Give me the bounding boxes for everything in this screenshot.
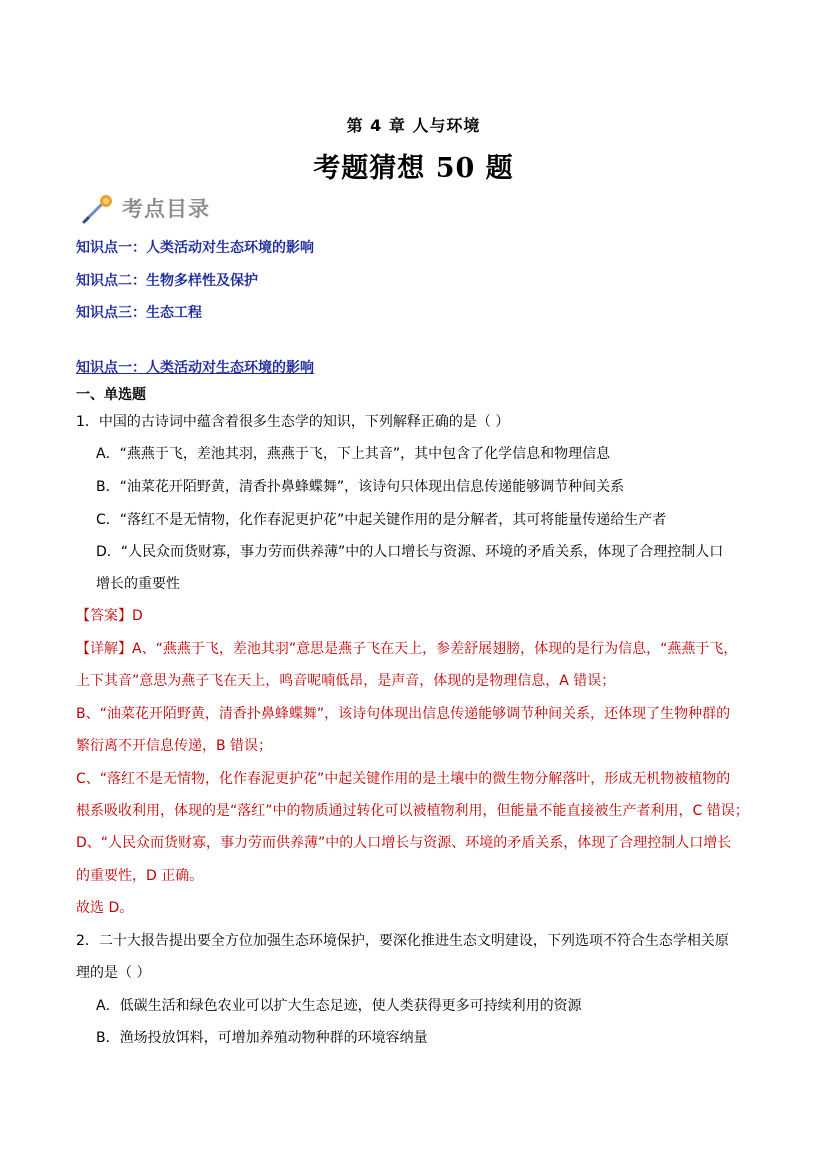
explanation-line: 上下其音”意思为燕子飞在天上，鸣音呢喃低昂，是声音，体现的是物理信息，A 错误； xyxy=(76,673,616,689)
page-title: 考题猜想 50 题 xyxy=(313,153,514,184)
explanation-line: C、“落红不是无情物，化作春泥更护花”中起关键作用的是土壤中的微生物分解落叶，形成无机物被植物的 xyxy=(76,771,731,787)
question-type: 一、单选题 xyxy=(76,387,146,403)
option-d: D．“人民众而货财寡，事力劳而供养薄”中的人口增长与资源、环境的矛盾关系，体现了合理控制人口 xyxy=(96,544,724,560)
toc-header xyxy=(80,192,210,224)
explanation-line: 【详解】A、“燕燕于飞，差池其羽”意思是燕子飞在天上，参差舒展翅膀，体现的是行为信息，“燕燕于飞， xyxy=(76,641,738,657)
section-title-link[interactable]: 知识点一：人类活动对生态环境的影响 xyxy=(76,360,314,376)
option-d-continued: 增长的重要性 xyxy=(96,576,180,592)
chapter-heading: 第 4 章 人与环境 xyxy=(346,116,481,135)
toc-item[interactable]: 知识点二：生物多样性及保护 xyxy=(76,273,258,289)
option-b: B．渔场投放饵料，可增加养殖动物种群的环境容纳量 xyxy=(96,1030,428,1046)
toc-item[interactable]: 知识点三：生态工程 xyxy=(76,305,202,321)
question-stem-continued: 理的是（ ） xyxy=(76,965,151,981)
answer-label: 【答案】 xyxy=(76,608,132,624)
question-stem: 1．中国的古诗词中蕴含着很多生态学的知识，下列解释正确的是（ ） xyxy=(76,414,510,430)
toc-item[interactable]: 知识点一：人类活动对生态环境的影响 xyxy=(76,240,314,256)
answer-line xyxy=(76,605,143,625)
option-b: B．“油菜花开陌野黄，清香扑鼻蜂蝶舞”，该诗句只体现出信息传递能够调节种间关系 xyxy=(96,479,625,495)
answer-value: D xyxy=(132,608,143,624)
explanation-line: B、“油菜花开陌野黄，清香扑鼻蜂蝶舞”，该诗句体现出信息传递能够调节种间关系，还体现了生物种群的 xyxy=(76,706,731,722)
option-c: C．“落红不是无情物，化作春泥更护花”中起关键作用的是分解者，其可将能量传递给生产者 xyxy=(96,512,667,528)
explanation-line: 的重要性，D 正确。 xyxy=(76,868,204,884)
explanation-line: 繁衍离不开信息传递，B 错误； xyxy=(76,738,273,754)
explanation-line: 故选 D。 xyxy=(76,900,134,916)
explanation-line: D、“人民众而货财寡，事力劳而供养薄”中的人口增长与资源、环境的矛盾关系，体现了合理控制人口增长 xyxy=(76,835,732,851)
pen-magnifier-icon xyxy=(80,192,118,224)
explanation-line: 根系吸收利用，体现的是“落红”中的物质通过转化可以被植物利用，但能量不能直接被生产者利用，C 错误； xyxy=(76,803,749,819)
option-a: A．低碳生活和绿色农业可以扩大生态足迹，使人类获得更多可持续利用的资源 xyxy=(96,998,582,1014)
question-stem: 2．二十大报告提出要全方位加强生态环境保护，要深化推进生态文明建设，下列选项不符合生态学相关原 xyxy=(76,933,729,949)
toc-label: 考点目录 xyxy=(122,197,210,221)
option-a: A．“燕燕于飞，差池其羽，燕燕于飞，下上其音”，其中包含了化学信息和物理信息 xyxy=(96,446,611,462)
